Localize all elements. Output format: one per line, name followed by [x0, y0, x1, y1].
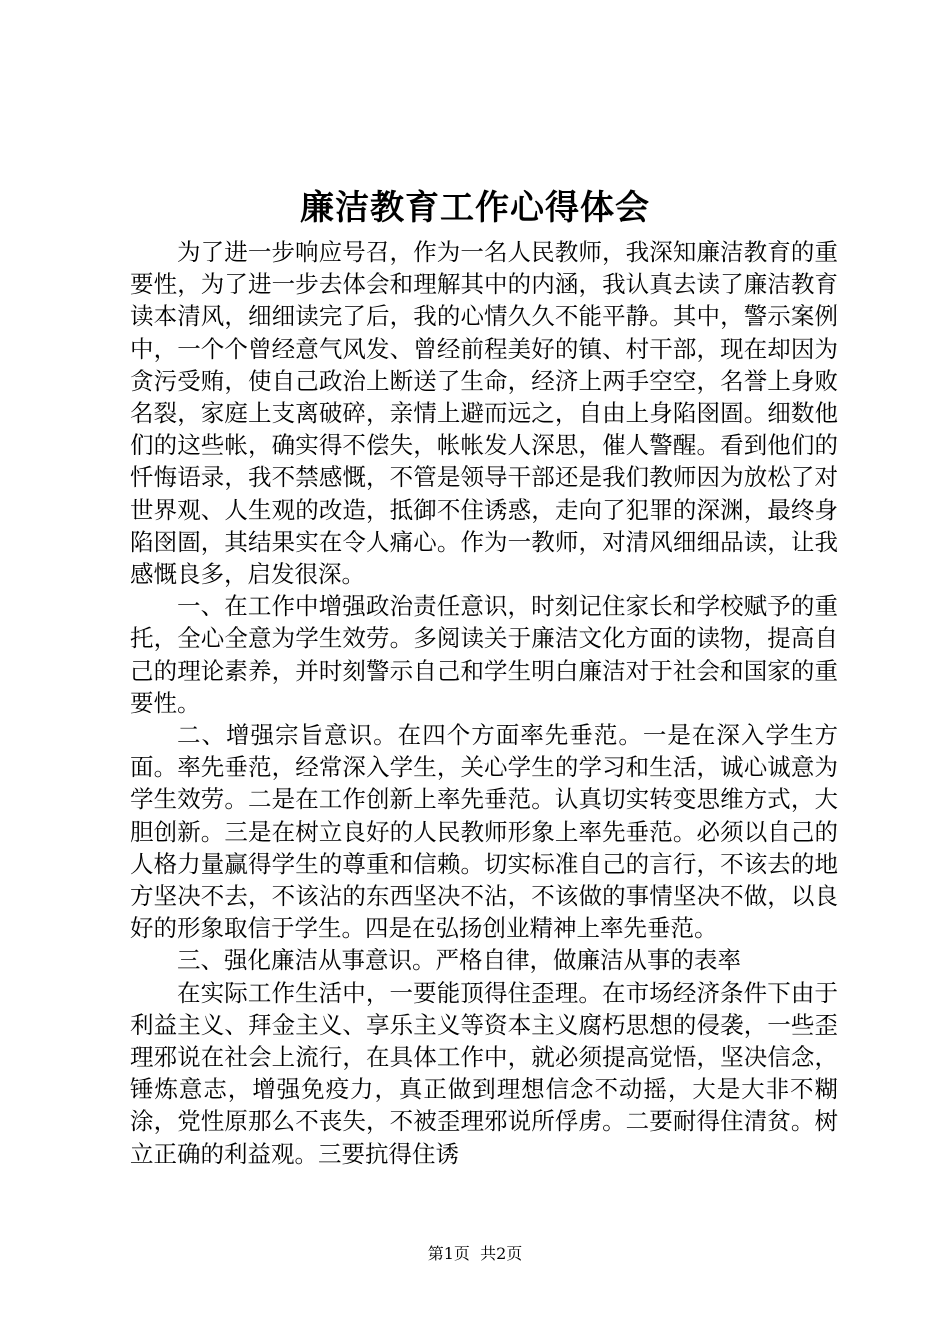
document-title: 廉洁教育工作心得体会: [300, 188, 650, 228]
page-number: 第1页: [427, 1244, 470, 1263]
paragraph-point-three-body: 在实际工作生活中，一要能顶得住歪理。在市场经济条件下由于利益主义、拜金主义、享乐主义等资本主义腐朽思想的侵袭，一些歪理邪说在社会上流行，在具体工作中，就必须提高觉悟，坚决信念，锤炼意志，增强免疫力，真正做到理想信念不动摇，大是大非不糊涂，党性原那么不丧失，不被歪理邪说所俘虏。二要耐得住清贫。树立正确的利益观。三要抗得住诱: [130, 978, 838, 1168]
paragraph-point-one: 一、在工作中增强政治责任意识，时刻记住家长和学校赋予的重托，全心全意为学生效劳。多阅读关于廉洁文化方面的读物，提高自己的理论素养，并时刻警示自己和学生明白廉洁对于社会和国家的重要性。: [130, 592, 838, 717]
paragraph-point-two: 二、增强宗旨意识。在四个方面率先垂范。一是在深入学生方面。率先垂范，经常深入学生，关心学生的学习和生活，诚心诚意为学生效劳。二是在工作创新上率先垂范。认真切实转变思维方式，大胆创新。三是在树立良好的人民教师形象上率先垂范。必须以自己的人格力量赢得学生的尊重和信赖。切实标准自己的言行，不该去的地方坚决不去，不该沾的东西坚决不沾，不该做的事情坚决不做，以良好的形象取信于学生。四是在弘扬创业精神上率先垂范。: [130, 721, 838, 943]
paragraph-intro: 为了进一步响应号召，作为一名人民教师，我深知廉洁教育的重要性，为了进一步去体会和理解其中的内涵，我认真去读了廉洁教育读本清风，细细读完了后，我的心情久久不能平静。其中，警示案例中，一个个曾经意气风发、曾经前程美好的镇、村干部，现在却因为贪污受贿，使自己政治上断送了生命，经济上两手空空，名誉上身败名裂，家庭上支离破碎，亲情上避而远之，自由上身陷囹圄。细数他们的这些帐，确实得不偿失，帐帐发人深思，催人警醒。看到他们的忏悔语录，我不禁感慨，不管是领导干部还是我们教师因为放松了对世界观、人生观的改造，抵御不住诱惑，走向了犯罪的深渊，最终身陷囹圄，其结果实在令人痛心。作为一教师，对清风细细品读，让我感慨良多，启发很深。: [130, 238, 838, 589]
document-body: [130, 236, 838, 1170]
page-total: 共2页: [480, 1244, 523, 1263]
paragraph-point-three-heading: 三、强化廉洁从事意识。严格自律，做廉洁从事的表率: [177, 946, 741, 975]
page-footer: [0, 1242, 950, 1266]
